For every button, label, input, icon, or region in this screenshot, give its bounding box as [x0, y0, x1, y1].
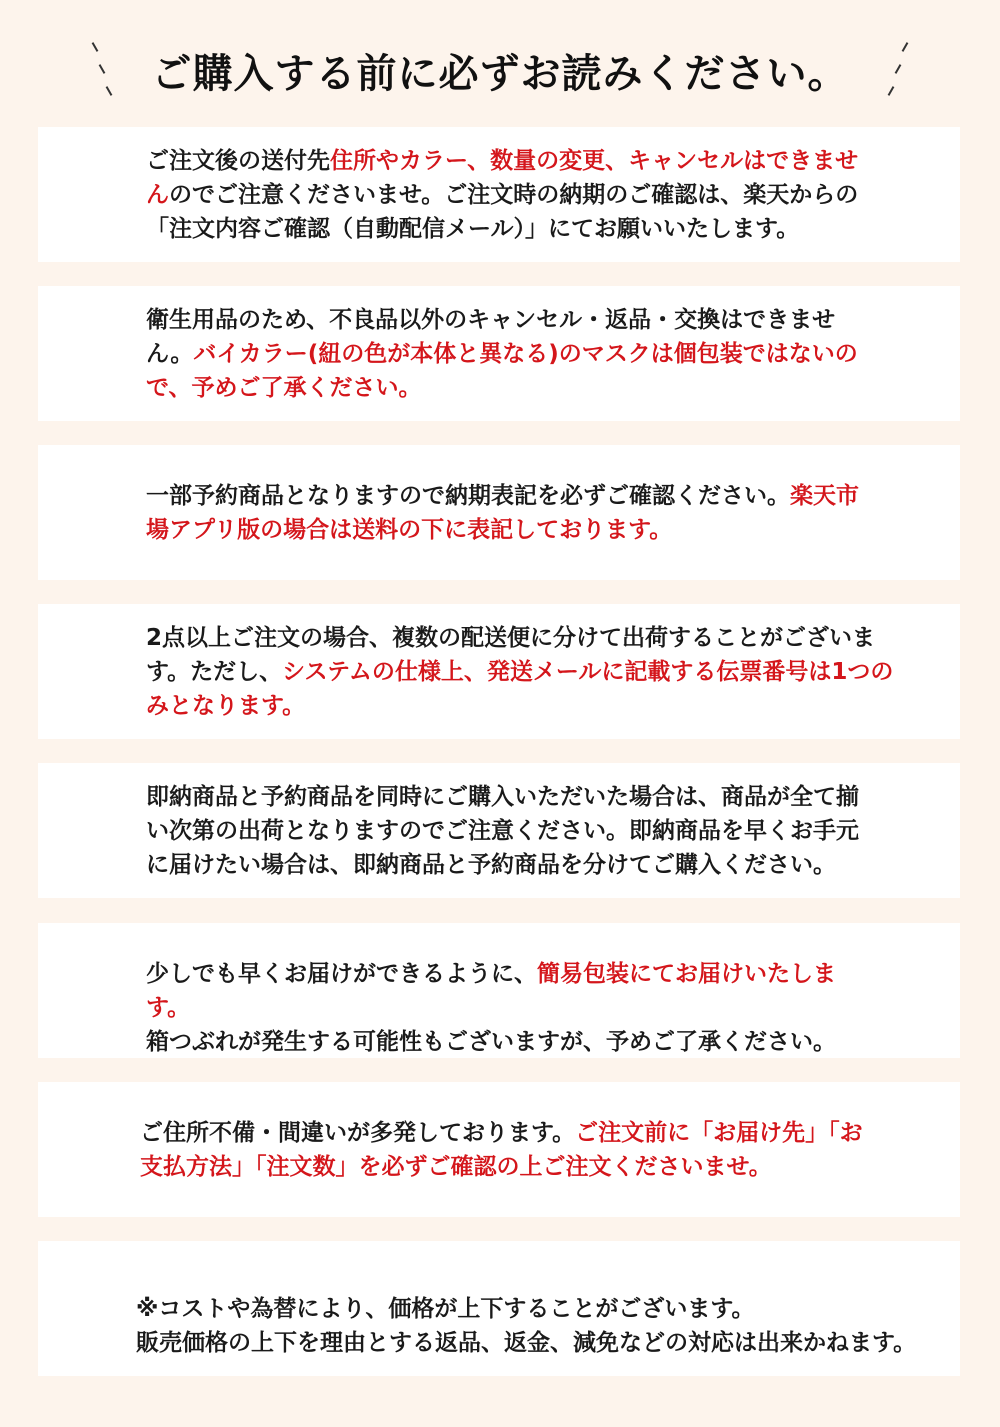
notice-text-8 [136, 1258, 916, 1360]
notice-1-segment-2: 住所やカラー、数量の変更、キャンセルはできません [146, 147, 859, 208]
notice-6-segment-2: 簡易包装にてお届けいたします。 [146, 960, 836, 1021]
notice-text-4 [146, 621, 910, 723]
notice-4-segment-2: システムの仕様上、発送メールに記載する伝票番号は1つのみとなります。 [146, 658, 894, 719]
notice-3-segment-2: 楽天市場アプリ版の場合は送料の下に表記しております。 [146, 482, 859, 543]
notice-text-1 [146, 144, 875, 246]
notice-2-segment-1: 衛生用品のため、不良品以外のキャンセル・返品・交換はできません。 [146, 306, 836, 367]
notice-3-segment-1: 一部予約商品となりますので納期表記を必ずご確認ください。 [146, 482, 790, 509]
notice-text-6 [146, 923, 880, 1059]
notice-card-3 [38, 445, 960, 580]
notice-card-4 [38, 604, 960, 739]
notice-4-segment-1: 2点以上ご注文の場合、複数の配送便に分けて出荷することがございます。ただし、 [146, 624, 876, 685]
notice-6-segment-1: 少しでも早くお届けができるように、 [146, 960, 537, 987]
page-title: ご購入する前に必ずお読みください。 [151, 51, 849, 97]
notice-1-segment-1: ご注文後の送付先 [146, 147, 330, 174]
notice-5-segment-1: 即納商品と予約商品を同時にご購入いただいた場合は、商品が全て揃い次第の出荷となりますのでご注意ください。即納商品を早くお手元に届けたい場合は、即納商品と予約商品を分けてご購入ください。 [146, 783, 859, 878]
notice-7-segment-1: ご住所不備・間違いが多発しております。 [140, 1119, 576, 1146]
notice-text-3 [146, 479, 880, 547]
notice-card-1 [38, 127, 960, 262]
notice-card-2 [38, 286, 960, 421]
notice-card-8 [38, 1241, 960, 1376]
notice-card-7 [38, 1082, 960, 1217]
header [0, 28, 1000, 108]
notice-8-segment-1: ※コストや為替により、価格が上下することがございます。 販売価格の上下を理由とする返品、返金、減免などの対応は出来かねます。 [136, 1295, 917, 1356]
notice-text-5 [146, 780, 880, 882]
notice-card-6 [38, 923, 960, 1058]
notice-card-5 [38, 763, 960, 898]
notice-text-2 [146, 303, 875, 405]
notice-7-segment-2: ご注文前に「お届け先」「お支払方法」「注文数」を必ずご確認の上ご注文くださいませ。 [140, 1119, 863, 1180]
notice-2-segment-2: バイカラー(紐の色が本体と異なる)のマスクは個包装ではないので、予めご了承ください。 [146, 340, 858, 401]
notice-text-7 [140, 1116, 880, 1184]
notice-6-segment-3: 箱つぶれが発生する可能性もございますが、予めご了承ください。 [146, 1028, 836, 1055]
notice-1-segment-3: のでご注意くださいませ。ご注文時の納期のご確認は、楽天からの「注文内容ご確認（自動配信メール）」にてお願いいたします。 [146, 181, 859, 242]
